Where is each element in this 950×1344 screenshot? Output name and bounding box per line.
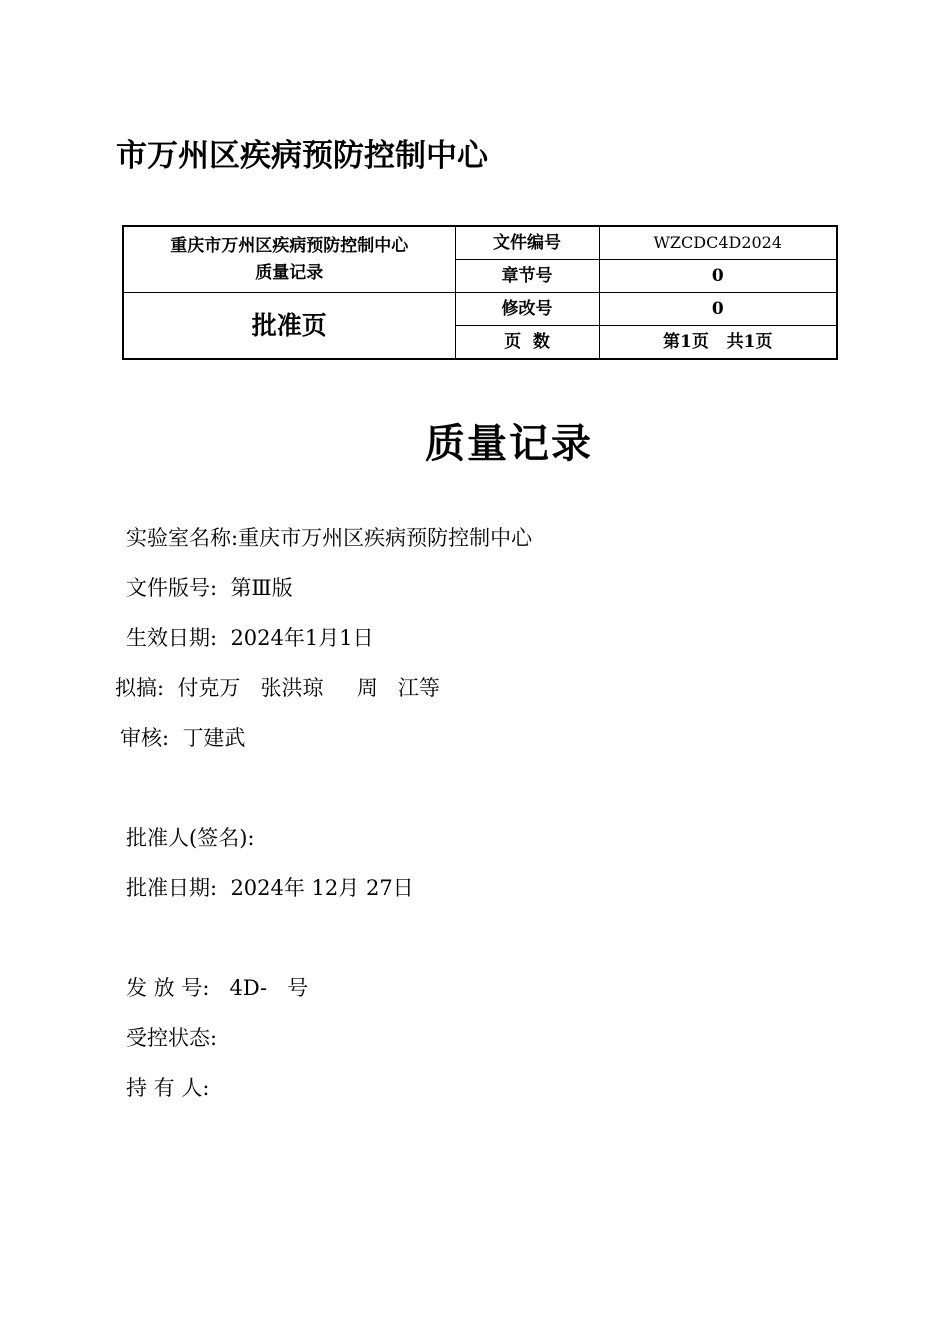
effective-date-value: 2024年1月1日: [230, 626, 374, 650]
issue-number-field: [126, 972, 308, 1002]
effective-date-field: [126, 622, 374, 652]
doc-number-value: WZCDC4D2024: [599, 226, 837, 260]
lab-name-field: [126, 522, 532, 552]
chapter-number-label: 章节号: [455, 260, 599, 293]
version-field: [126, 572, 293, 602]
control-status-field: [126, 1022, 217, 1052]
drafted-by-label: 拟搞:: [115, 676, 165, 700]
issue-number-label: 发 放 号:: [126, 976, 210, 1000]
page-count-label: 页 数: [455, 326, 599, 360]
version-label: 文件版号:: [126, 576, 218, 600]
document-title: 质量记录: [425, 421, 593, 467]
lab-name-label: 实验室名称:: [126, 526, 239, 550]
drafted-by-value: 付克万 张洪琼 周 江等: [177, 676, 440, 700]
revision-number-label: 修改号: [455, 293, 599, 326]
chapter-number-value: 0: [599, 260, 837, 293]
version-value: 第Ⅲ版: [230, 576, 293, 600]
approver-field: [126, 822, 254, 852]
drafted-by-field: [115, 672, 440, 702]
record-type: 质量记录: [255, 262, 324, 283]
doc-number-label: 文件编号: [455, 226, 599, 260]
table-row: [123, 293, 837, 326]
holder-label: 持 有 人:: [126, 1076, 210, 1100]
reviewed-by-field: [120, 722, 245, 752]
revision-number-value: 0: [599, 293, 837, 326]
organization-name: 重庆市万州区疾病预防控制中心: [170, 235, 409, 256]
approval-date-field: [126, 872, 414, 902]
table-row: [123, 226, 837, 260]
reviewed-by-label: 审核:: [120, 726, 170, 750]
organization-heading: 市万州区疾病预防控制中心: [116, 138, 488, 174]
page-count-value: 第1页 共1页: [599, 326, 837, 360]
reviewed-by-value: 丁建武: [182, 726, 246, 750]
issue-number-value: 4D- 号: [229, 976, 309, 1000]
document-header-table: [122, 225, 838, 360]
lab-name-value: 重庆市万州区疾病预防控制中心: [238, 526, 533, 550]
holder-field: [126, 1072, 209, 1102]
organization-cell: [123, 226, 455, 293]
control-status-label: 受控状态:: [126, 1026, 218, 1050]
effective-date-label: 生效日期:: [126, 626, 218, 650]
approval-page-cell: 批准页: [123, 293, 455, 360]
approval-date-value: 2024年 12月 27日: [230, 876, 414, 900]
approver-label: 批准人(签名):: [126, 826, 255, 850]
approval-date-label: 批准日期:: [126, 876, 218, 900]
